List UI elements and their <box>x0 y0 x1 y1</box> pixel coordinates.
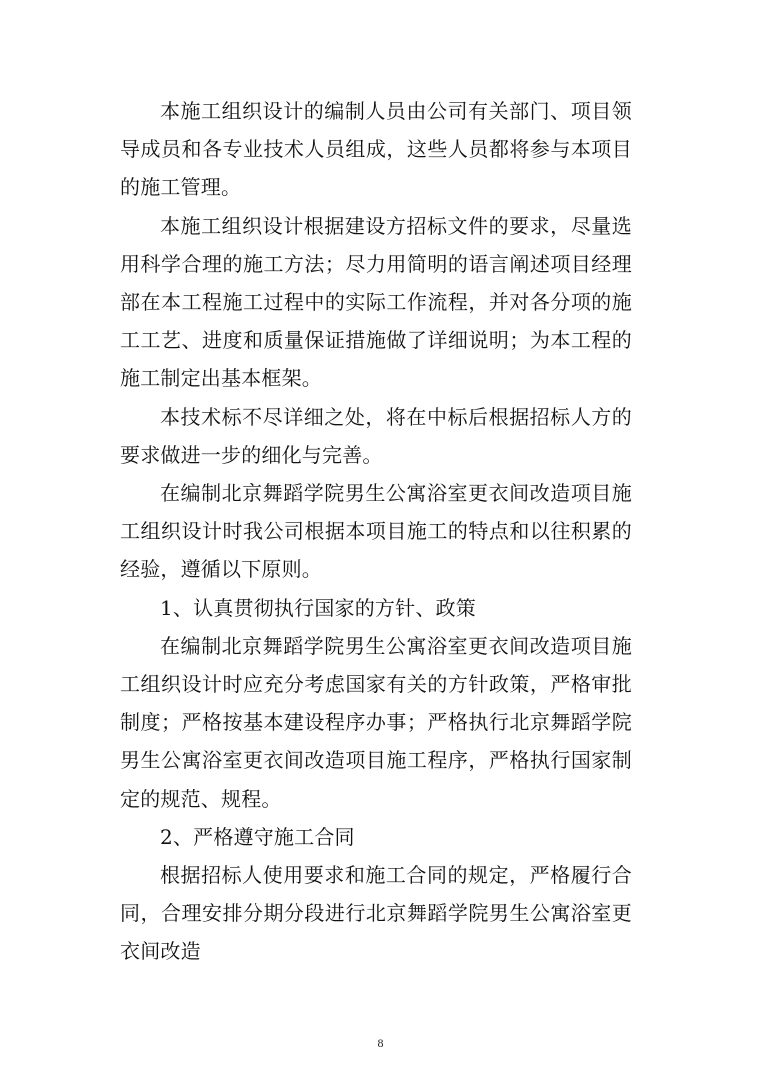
principle-1-heading: 1、认真贯彻执行国家的方针、政策 <box>160 595 476 620</box>
principle-2-heading: 2、严格遵守施工合同 <box>160 824 355 849</box>
paragraph-principles-intro: 在编制北京舞蹈学院男生公寓浴室更衣间改造项目施工组织设计时我公司根据本项目施工的特点和以往积累的经验，遵循以下原则。 <box>120 481 632 582</box>
document-body <box>120 92 632 971</box>
principle-2-paragraph: 根据招标人使用要求和施工合同的规定，严格履行合同，合理安排分期分段进行北京舞蹈学院男生公寓浴室更衣间改造 <box>120 863 632 964</box>
paragraph-basis: 本施工组织设计根据建设方招标文件的要求，尽量选用科学合理的施工方法；尽力用简明的语言阐述项目经理部在本工程施工过程中的实际工作流程，并对各分项的施工工艺、进度和质量保证措施做了详细说明；为本工程的施工制定出基本框架。 <box>120 213 632 391</box>
paragraph-compilers: 本施工组织设计的编制人员由公司有关部门、项目领导成员和各专业技术人员组成，这些人员都将参与本项目的施工管理。 <box>120 99 632 200</box>
paragraph-refinement: 本技术标不尽详细之处，将在中标后根据招标人方的要求做进一步的细化与完善。 <box>120 404 632 467</box>
page-number: 8 <box>377 1036 384 1050</box>
principle-1-paragraph: 在编制北京舞蹈学院男生公寓浴室更衣间改造项目施工组织设计时应充分考虑国家有关的方针政策，严格审批制度；严格按基本建设程序办事；严格执行北京舞蹈学院男生公寓浴室更衣间改造项目施工程序，严格执行国家制定的规范、规程。 <box>120 633 632 811</box>
